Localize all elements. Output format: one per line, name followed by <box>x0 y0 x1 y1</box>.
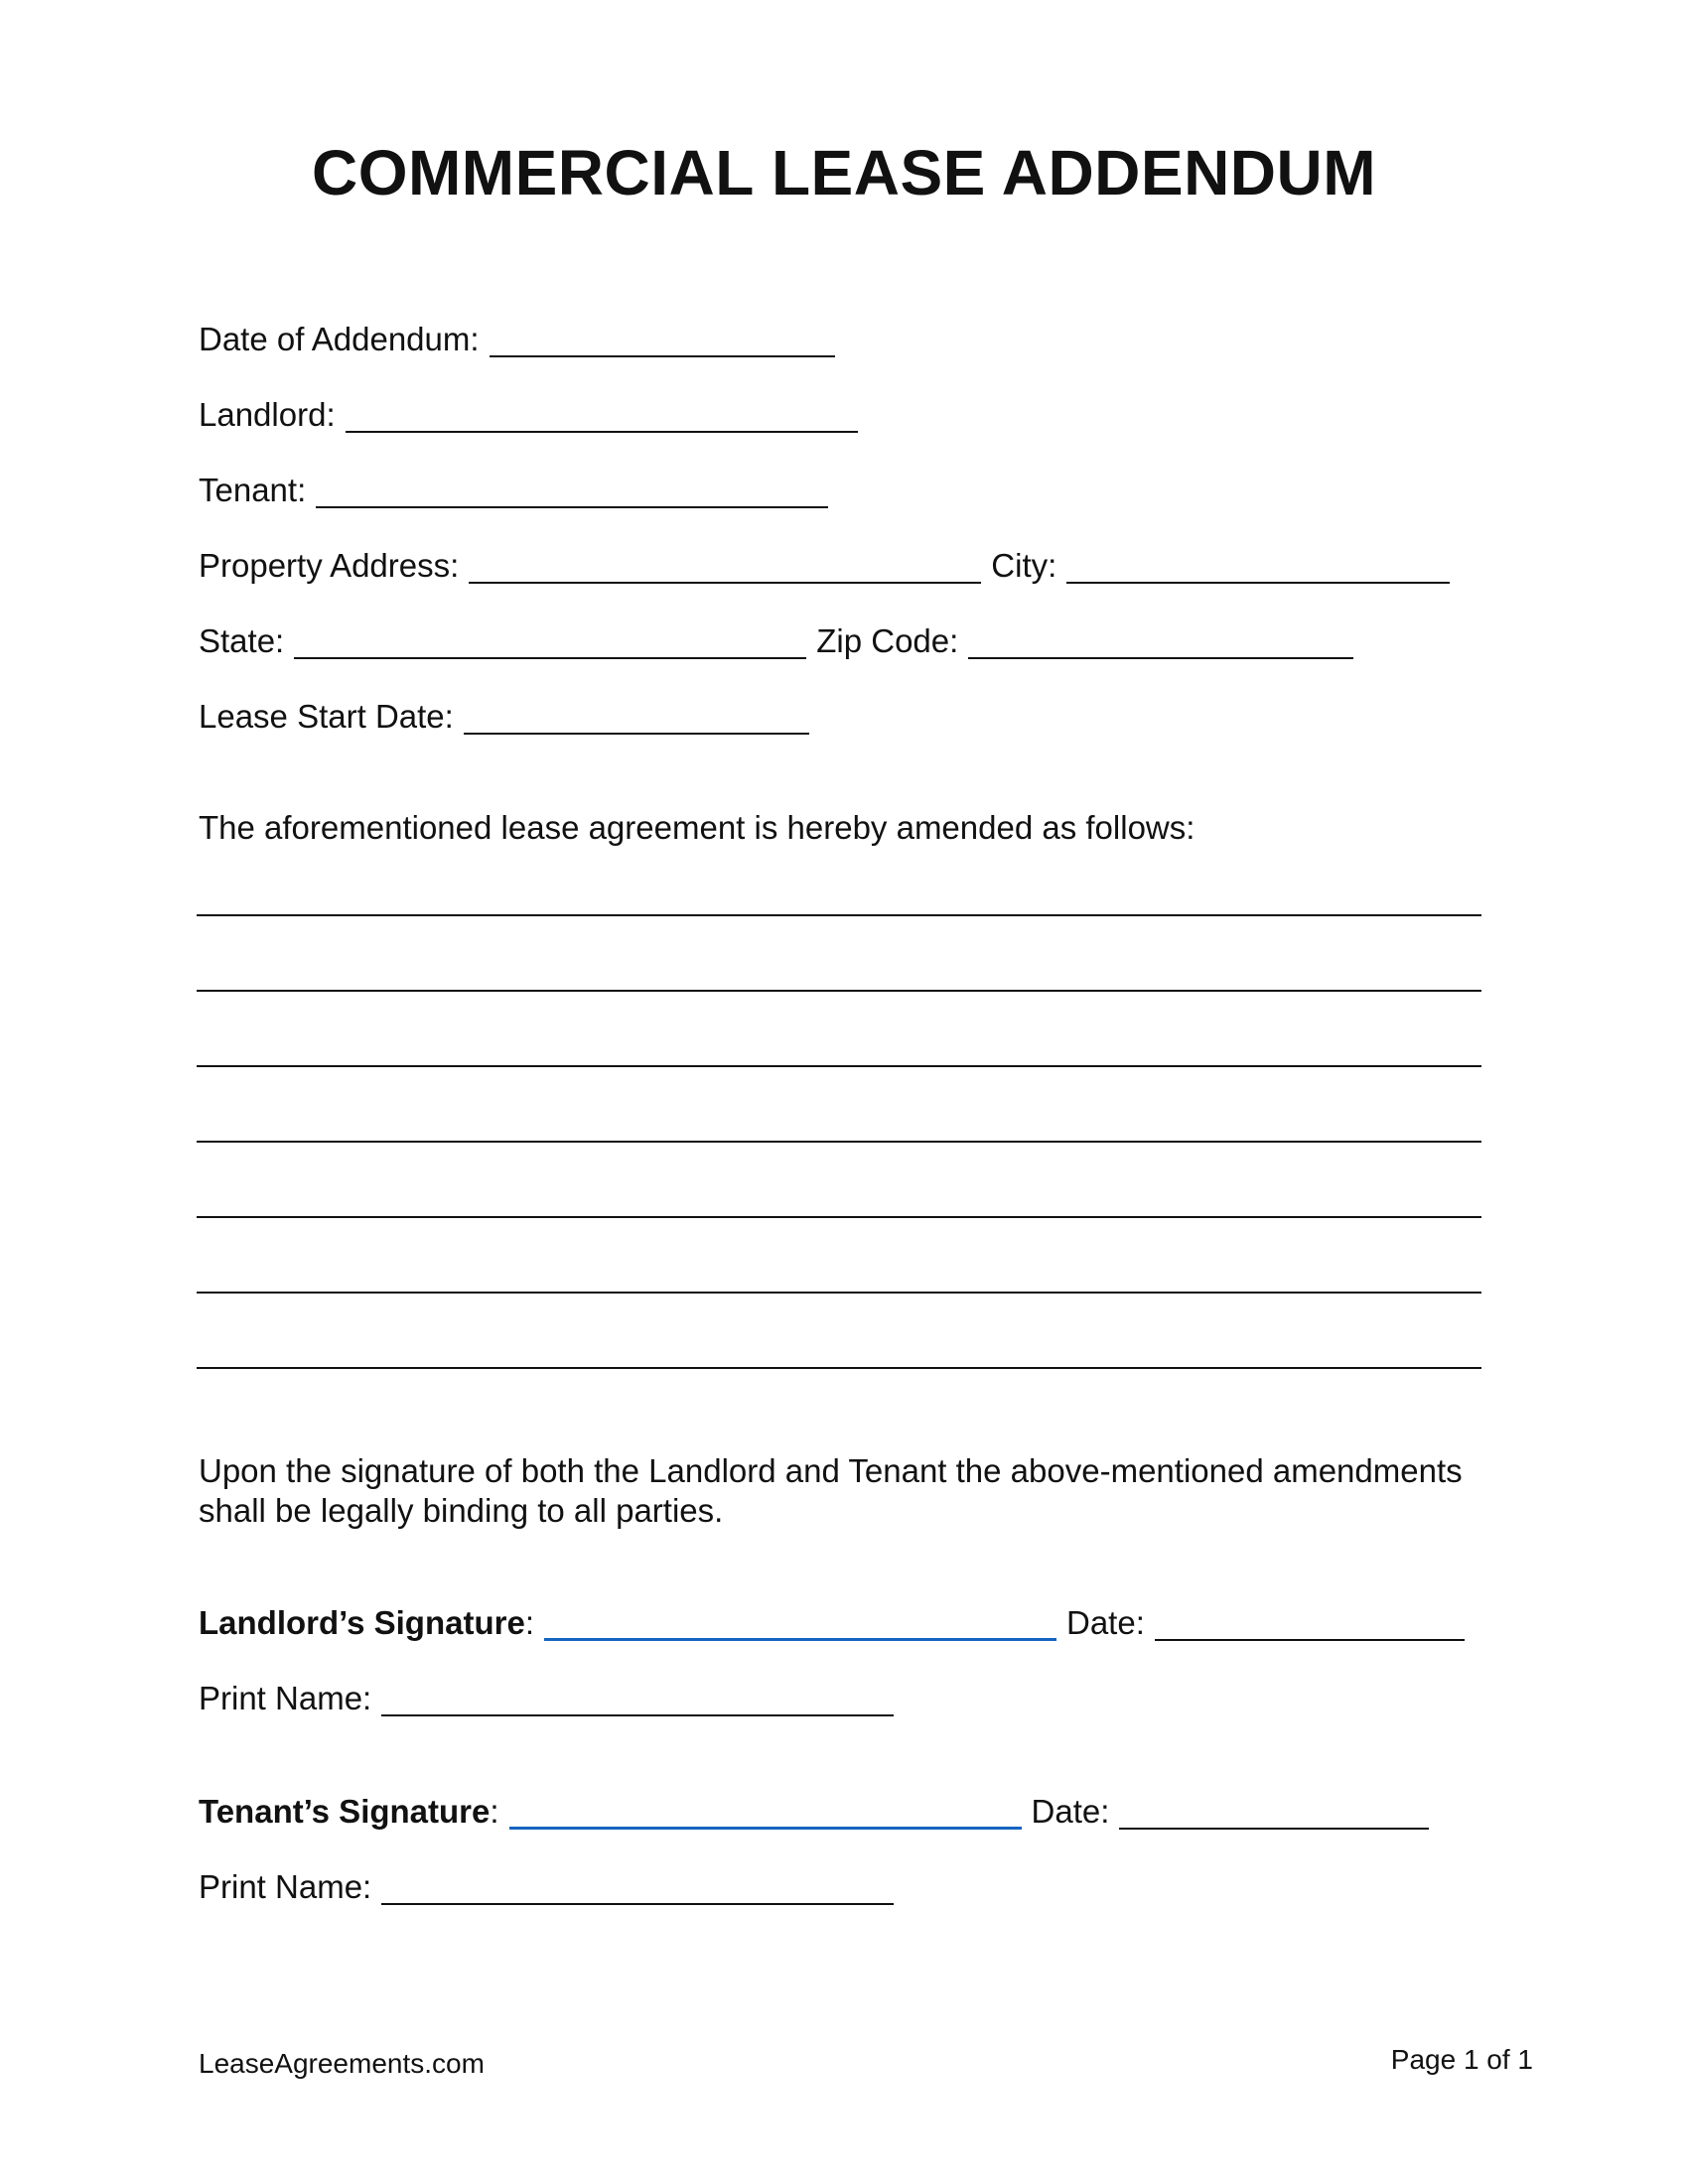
landlord-field[interactable] <box>346 401 858 433</box>
tenant-print-name-field[interactable] <box>381 1873 894 1905</box>
landlord-row <box>199 395 858 435</box>
footer-page-number: Page 1 of 1 <box>1390 2044 1533 2075</box>
lease-start-date-row <box>199 697 809 737</box>
tenant-date-label: Date: <box>1031 1793 1110 1830</box>
landlord-signature-label: Landlord’s Signature: <box>199 1604 534 1641</box>
amendment-intro: The aforementioned lease agreement is hereby amended as follows: <box>199 809 1196 846</box>
lease-start-date-label: Lease Start Date: <box>199 698 454 735</box>
landlord-signature-field[interactable] <box>544 1608 1056 1641</box>
property-address-row <box>199 546 1450 586</box>
landlord-date-label: Date: <box>1065 1604 1145 1641</box>
state-label: State: <box>199 622 285 659</box>
date-of-addendum-field[interactable] <box>490 326 835 357</box>
zip-code-field[interactable] <box>968 627 1353 659</box>
tenant-signature-row <box>199 1792 1429 1832</box>
binding-statement: Upon the signature of both the Landlord and Tenant the above-mentioned amendments shall be legally binding to all parties. <box>199 1452 1463 1529</box>
zip-code-label: Zip Code: <box>816 622 959 659</box>
amendment-line-2[interactable] <box>197 990 1481 992</box>
date-of-addendum-row <box>199 320 835 359</box>
tenant-row <box>199 471 828 510</box>
document-title: COMMERCIAL LEASE ADDENDUM <box>311 137 1377 208</box>
city-label: City: <box>991 547 1057 584</box>
amendment-line-3[interactable] <box>197 1065 1481 1067</box>
state-field[interactable] <box>294 627 806 659</box>
state-row <box>199 621 1353 661</box>
amendment-line-7[interactable] <box>197 1367 1481 1369</box>
amendment-line-4[interactable] <box>197 1141 1481 1143</box>
property-address-field[interactable] <box>469 552 981 584</box>
landlord-print-name-row <box>199 1679 894 1718</box>
tenant-print-name-label: Print Name: <box>199 1868 372 1905</box>
amendment-line-6[interactable] <box>197 1292 1481 1294</box>
tenant-date-field[interactable] <box>1119 1798 1429 1830</box>
footer-site: LeaseAgreements.com <box>199 2048 485 2079</box>
property-address-label: Property Address: <box>199 547 460 584</box>
landlord-label: Landlord: <box>199 396 336 433</box>
amendment-line-5[interactable] <box>197 1216 1481 1218</box>
tenant-label: Tenant: <box>199 472 307 508</box>
tenant-signature-field[interactable] <box>509 1797 1022 1830</box>
city-field[interactable] <box>1066 552 1450 584</box>
tenant-signature-label: Tenant’s Signature: <box>199 1793 499 1830</box>
lease-start-date-field[interactable] <box>464 703 809 735</box>
date-of-addendum-label: Date of Addendum: <box>199 321 480 357</box>
landlord-date-field[interactable] <box>1155 1609 1465 1641</box>
amendment-line-1[interactable] <box>197 914 1481 916</box>
landlord-print-name-label: Print Name: <box>199 1680 372 1716</box>
landlord-signature-row <box>199 1603 1465 1643</box>
tenant-field[interactable] <box>316 477 828 508</box>
tenant-print-name-row <box>199 1867 894 1907</box>
landlord-print-name-field[interactable] <box>381 1685 894 1716</box>
